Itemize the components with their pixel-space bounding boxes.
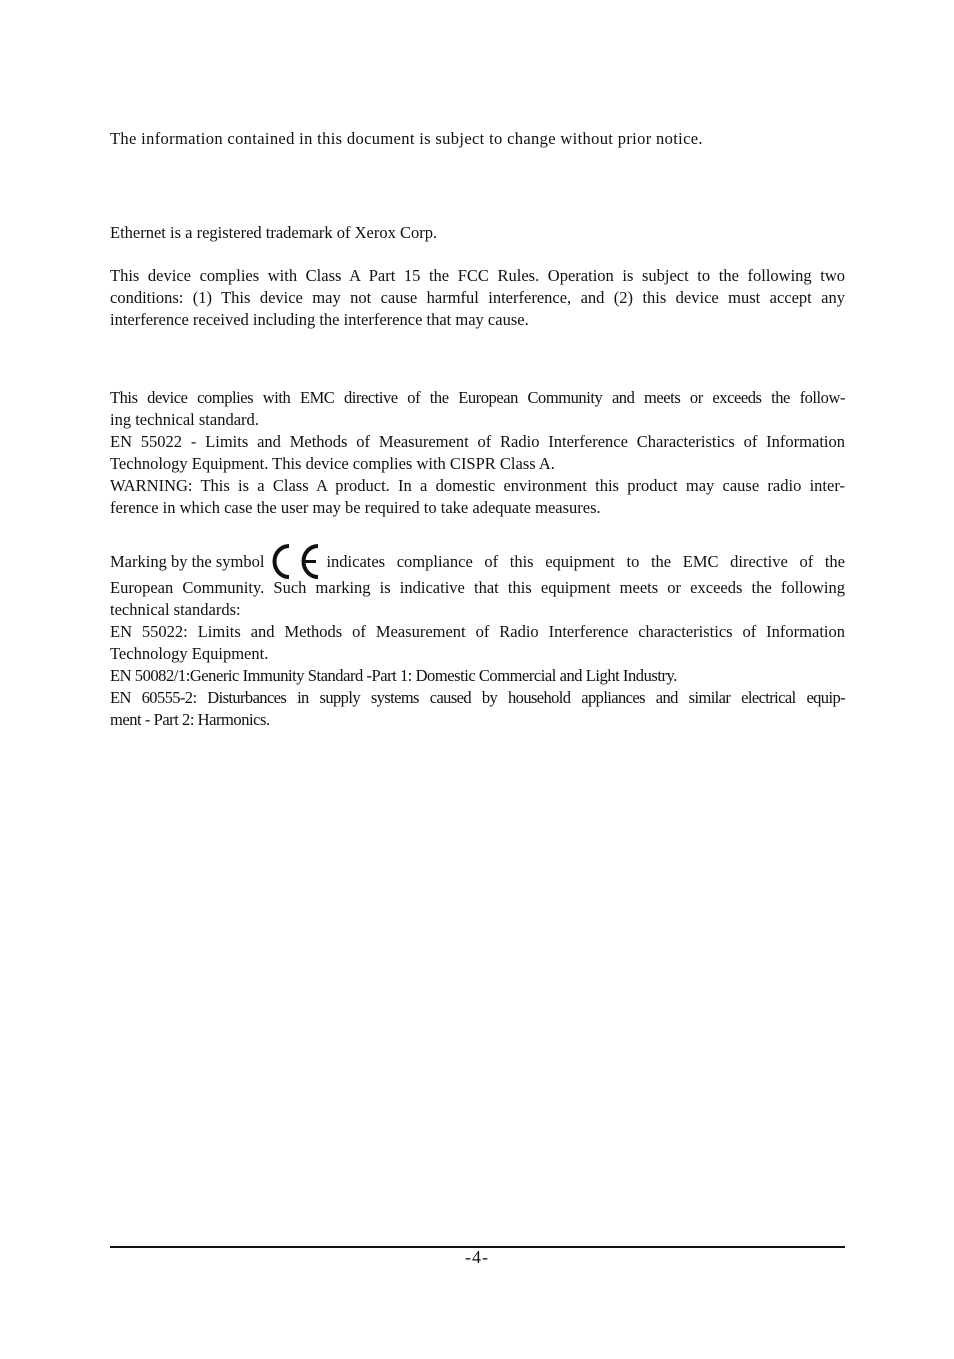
emc-warning-line: WARNING: This is a Class A product. In a domestic environment this product may cause radio inter- xyxy=(110,476,845,495)
change-notice-text: The information contained in this document is subject to change without prior notice. xyxy=(110,129,703,148)
ce-standard-line: ment - Part 2: Harmonics. xyxy=(110,710,270,729)
emc-line: Technology Equipment. This device complies with CISPR Class A. xyxy=(110,454,555,473)
ce-standard-line: EN 60555-2: Disturbances in supply systems caused by household appliances and similar electrical equip- xyxy=(110,688,845,707)
change-notice xyxy=(110,128,845,150)
emc-warning-line: ference in which case the user may be required to take adequate measures. xyxy=(110,498,601,517)
ce-standard-line: Technology Equipment. xyxy=(110,644,269,663)
ce-intro-after: indicates compliance of this equipment to the EMC directive of the xyxy=(326,552,845,571)
trademark-text: Ethernet is a registered trademark of Xerox Corp. xyxy=(110,223,438,242)
ce-standard-line: EN 55022: Limits and Methods of Measurement of Radio Interference characteristics of Information xyxy=(110,622,845,641)
page-number: -4- xyxy=(465,1247,489,1267)
ce-mark-icon xyxy=(270,542,322,582)
ce-marking-statement xyxy=(110,547,845,731)
ce-line: European Community. Such marking is indicative that this equipment meets or exceeds the following xyxy=(110,578,845,597)
ce-intro-before: Marking by the symbol xyxy=(110,552,265,571)
emc-line: EN 55022 - Limits and Methods of Measurement of Radio Interference Characteristics of Information xyxy=(110,432,845,451)
ce-line: technical standards: xyxy=(110,600,241,619)
emc-line: ing technical standard. xyxy=(110,410,259,429)
fcc-line: interference received including the interference that may cause. xyxy=(110,310,529,329)
fcc-line: conditions: (1) This device may not cause harmful interference, and (2) this device must accept any xyxy=(110,288,845,307)
ce-intro-line xyxy=(110,547,845,577)
emc-statement xyxy=(110,387,845,519)
emc-line: This device complies with EMC directive of the European Community and meets or exceeds the follow- xyxy=(110,388,845,407)
fcc-statement xyxy=(110,265,845,331)
fcc-line: This device complies with Class A Part 15 the FCC Rules. Operation is subject to the following two xyxy=(110,266,845,285)
trademark-notice xyxy=(110,222,845,244)
ce-standard-line: EN 50082/1:Generic Immunity Standard -Part 1: Domestic Commercial and Light Industry. xyxy=(110,666,677,685)
